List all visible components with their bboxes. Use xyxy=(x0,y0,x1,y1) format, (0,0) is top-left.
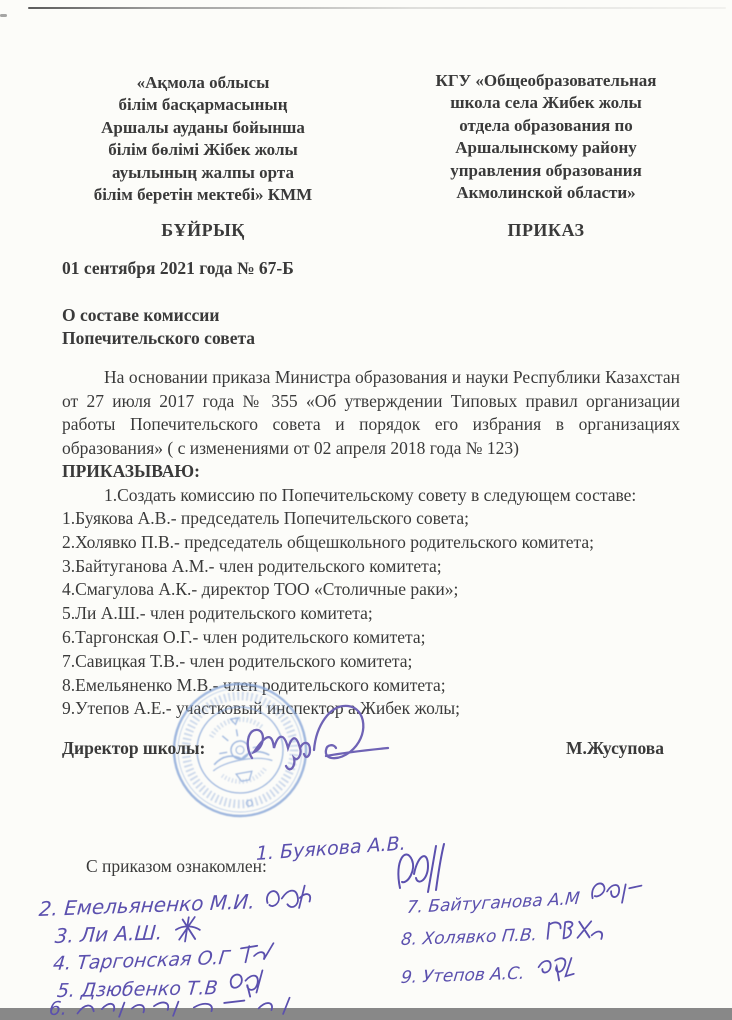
ack-name: 3. Ли А.Ш. xyxy=(54,920,164,948)
signature-squiggle xyxy=(531,952,580,984)
org-kk-line: Аршалы ауданы бойынша xyxy=(101,117,305,137)
commission-member: 8.Емельяненко М.В.- член родительского комитета; xyxy=(62,674,446,695)
commission-member: 7.Савицкая Т.В.- член родительского комитета; xyxy=(62,650,413,671)
ack-row-1 xyxy=(256,832,406,865)
commission-member: 6.Таргонская О.Г.- член родительского комитета; xyxy=(62,626,426,647)
ack-row-8 xyxy=(400,915,608,950)
order-subject xyxy=(62,304,255,350)
signature-squiggle xyxy=(73,994,305,1020)
commission-list-intro: 1.Создать комиссию по Попечительскому совету в следующем составе: xyxy=(104,484,637,505)
org-kk-line: «Ақмола облысы xyxy=(136,73,270,92)
signature-squiggle xyxy=(586,875,647,908)
org-ru-line: управления образования xyxy=(450,160,642,180)
signature-squiggle xyxy=(235,939,280,969)
signature-squiggle xyxy=(261,881,315,913)
scan-edge-artifact xyxy=(28,7,726,9)
commission-member: 1.Буякова А.В.- председатель Попечительского совета; xyxy=(62,508,470,528)
org-ru-line: Акмолинской области» xyxy=(456,183,636,203)
ack-name: 7. Байтуганова А.М xyxy=(406,888,581,918)
director-name: М.Жусупова xyxy=(566,738,664,758)
ack-name: 1. Буякова А.В. xyxy=(256,832,406,865)
doc-type-kazakh: БҰЙРЫҚ xyxy=(161,220,245,240)
ack-name: 5. Дзюбенко Т.В xyxy=(56,977,219,1002)
ack-name: 2. Емельяненко М.И. xyxy=(38,889,256,921)
org-kk-line: білім беретін мектебі» КММ xyxy=(93,185,313,205)
order-date-number: 01 сентября 2021 года № 67-Б xyxy=(62,258,294,278)
doc-type-russian: ПРИКАЗ xyxy=(507,220,585,240)
subject-line: О составе комиссии xyxy=(62,305,220,325)
org-ru-line: КГУ «Общеобразовательная xyxy=(435,71,657,90)
ack-name: 9. Утепов А.С. xyxy=(400,963,526,988)
order-body xyxy=(62,366,680,721)
acknowledgement-label: С приказом ознакомлен: xyxy=(86,856,267,876)
signature-squiggle xyxy=(169,915,207,944)
subject-line: Попечительского совета xyxy=(62,328,256,348)
director-label: Директор школы: xyxy=(62,738,206,758)
ack-name: 4. Таргонская О.Г xyxy=(52,946,231,975)
commission-member: 2.Холявко П.В.- председатель общешкольного родительского комитета; xyxy=(62,531,594,552)
ack-name: 8. Холявко П.В. xyxy=(400,925,539,950)
signature-squiggle xyxy=(543,915,608,945)
org-kk-line: білім бөлімі Жібек жолы xyxy=(108,140,298,160)
ack-name: 6. xyxy=(48,997,69,1020)
director-signature xyxy=(238,692,402,796)
ack-row-6-partial xyxy=(48,994,305,1020)
org-ru-line: Аршалынскому району xyxy=(455,138,637,158)
org-kk-line: білім басқармасының xyxy=(118,95,288,115)
commission-member: 9.Утепов А.Е.- участковый инспектор а.Жибек жолы; xyxy=(62,698,461,719)
commission-member: 5.Ли А.Ш.- член родительского комитета; xyxy=(62,603,373,624)
legal-basis-paragraph: На основании приказа Министра образования и науки Республики Казахстан от 27 июля 2017 года № 355 «Об утверждении Типовых правил организации работы Попечительского совета и порядок его избрания в организациях образования» ( с изменениями от 02 апреля 2018 года № 123) xyxy=(62,367,680,458)
commission-member: 4.Смагулова А.К.- директор ТОО «Столичные раки»; xyxy=(62,579,459,600)
org-kk-line: ауылының жалпы орта xyxy=(112,162,294,182)
org-name-kazakh xyxy=(62,72,344,206)
org-ru-line: отдела образования по xyxy=(459,115,633,135)
org-ru-line: школа села Жибек жолы xyxy=(450,93,642,113)
ack-row-9 xyxy=(400,952,580,988)
commission-member: 3.Байтуганова А.М.- член родительского комитета; xyxy=(62,555,442,576)
org-name-russian xyxy=(410,70,682,204)
command-word: ПРИКАЗЫВАЮ: xyxy=(62,461,200,481)
scan-speck xyxy=(0,14,7,17)
